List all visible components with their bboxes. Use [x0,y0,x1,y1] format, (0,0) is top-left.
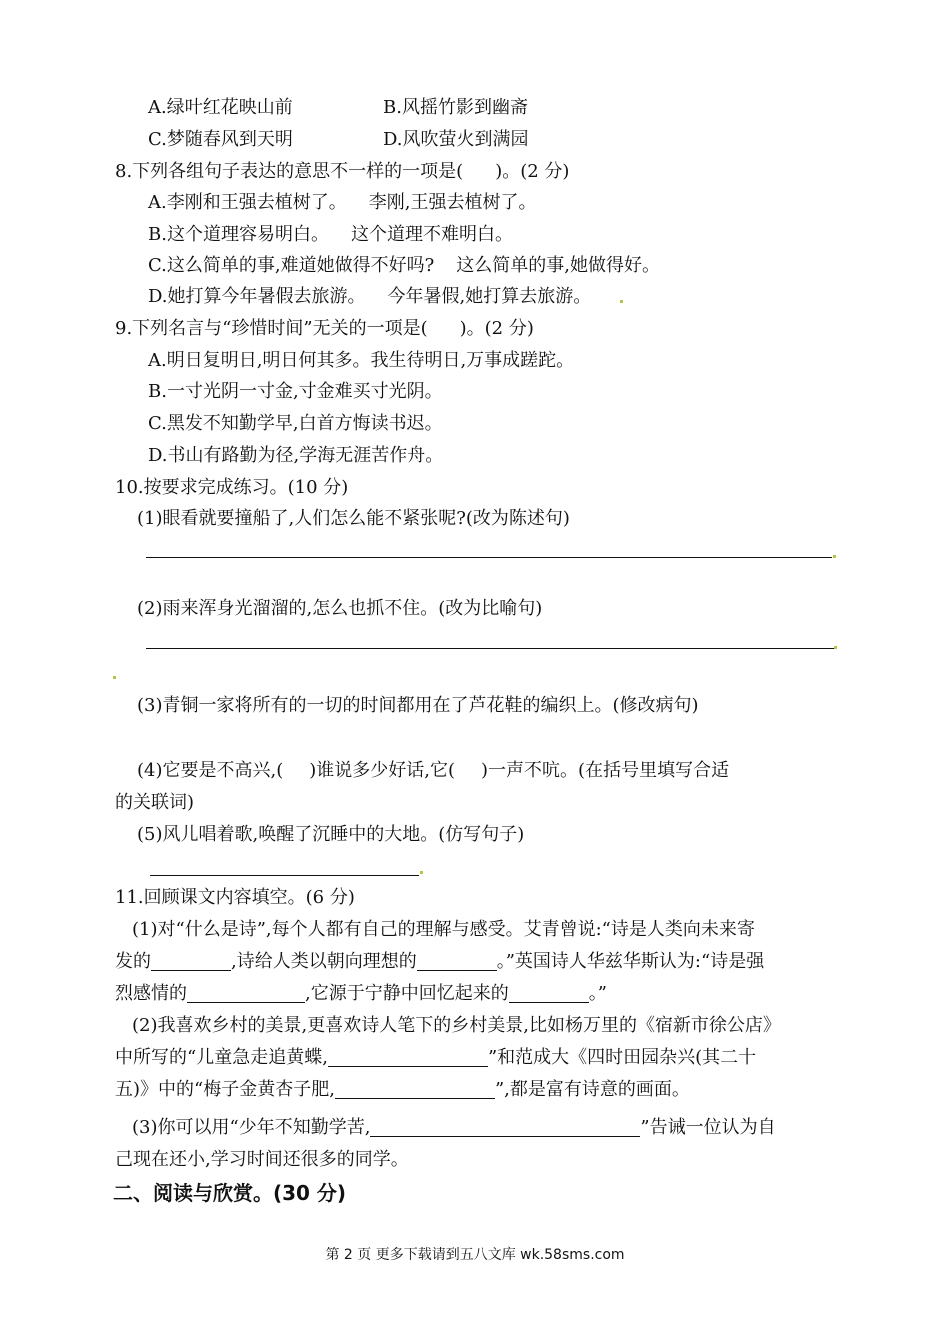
q9-option-d: D.书山有路勤为径,学海无涯苦作舟。 [148,445,444,466]
q10-sub-4-cont: 的关联词) [115,792,195,813]
q7-option-a: A.绿叶红花映山前 [148,97,293,118]
q7-row-1 [148,96,528,120]
blank-5[interactable] [328,1048,488,1067]
q10-sub-2: (2)雨来浑身光溜溜的,怎么也抓不住。(改为比喻句) [137,598,543,619]
artifact-dot [833,555,836,558]
page-footer: 第 2 页 更多下载请到五八文库 wk.58sms.com [325,1247,625,1263]
artifact-dot [834,646,837,649]
section-2-heading: 二、阅读与欣赏。(30 分) [113,1181,347,1205]
q7-option-c: C.梦随春风到天明 [148,129,293,150]
q9-option-b: B.一寸光阴一寸金,寸金难买寸光阴。 [148,381,443,402]
q10-sub-5: (5)风儿唱着歌,唤醒了沉睡中的大地。(仿写句子) [137,824,525,845]
q11-p3-line1: (3)你可以用“少年不知勤学苦, ”告诫一位认为自 [132,1117,776,1138]
answer-line-2[interactable] [146,648,834,649]
q10-stem: 10.按要求完成练习。(10 分) [115,477,349,498]
artifact-dot [420,871,423,874]
blank-7[interactable] [370,1118,640,1137]
q11-p1-line3: 烈感情的 ,它源于宁静中回忆起来的 。” [115,983,607,1004]
q11-p1-line2: 发的 ,诗给人类以朝向理想的 。”英国诗人华兹华斯认为:“诗是强 [115,951,765,972]
q11-stem: 11.回顾课文内容填空。(6 分) [115,887,355,908]
q10-sub-4: (4)它要是不高兴,( )谁说多少好话,它( )一声不吭。(在括号里填写合适 [137,760,730,781]
blank-2[interactable] [417,952,497,971]
q8-option-b: B.这个道理容易明白。 这个道理不难明白。 [148,224,513,245]
q8-stem: 8.下列各组句子表达的意思不一样的一项是( )。(2 分) [115,161,570,182]
q11-p2-line3: 五)》中的“梅子金黄杏子肥, ”,都是富有诗意的画面。 [115,1079,690,1100]
q11-p2-line1: (2)我喜欢乡村的美景,更喜欢诗人笔下的乡村美景,比如杨万里的《宿新市徐公店》 [132,1015,781,1036]
q8-option-d: D.她打算今年暑假去旅游。 今年暑假,她打算去旅游。 [148,286,592,307]
q8-option-a: A.李刚和王强去植树了。 李刚,王强去植树了。 [148,192,537,213]
q11-p2-line2: 中所写的“儿童急走追黄蝶, ”和范成大《四时田园杂兴(其二十 [115,1047,757,1068]
artifact-dot [620,300,623,303]
q9-option-c: C.黑发不知勤学早,白首方悔读书迟。 [148,413,443,434]
q8-option-c: C.这么简单的事,难道她做得不好吗? 这么简单的事,她做得好。 [148,255,660,276]
q7-option-b: B.风摇竹影到幽斋 [383,97,528,118]
artifact-dot [113,676,116,679]
answer-line-1[interactable] [146,557,832,558]
q9-option-a: A.明日复明日,明日何其多。我生待明日,万事成蹉跎。 [148,350,575,371]
q7-row-2 [148,128,529,152]
q7-option-d: D.风吹萤火到满园 [383,129,529,150]
q11-p3-line2: 己现在还小,学习时间还很多的同学。 [115,1149,409,1170]
blank-6[interactable] [335,1080,495,1099]
q10-sub-3: (3)青铜一家将所有的一切的时间都用在了芦花鞋的编织上。(修改病句) [137,695,699,716]
answer-line-5[interactable] [150,875,419,876]
blank-3[interactable] [187,984,305,1003]
q9-stem: 9.下列名言与“珍惜时间”无关的一项是( )。(2 分) [115,318,534,339]
q10-sub-1: (1)眼看就要撞船了,人们怎么能不紧张呢?(改为陈述句) [137,508,570,529]
blank-1[interactable] [151,952,231,971]
blank-4[interactable] [509,984,589,1003]
q11-p1-line1: (1)对“什么是诗”,每个人都有自己的理解与感受。艾青曾说:“诗是人类向未来寄 [132,919,755,940]
